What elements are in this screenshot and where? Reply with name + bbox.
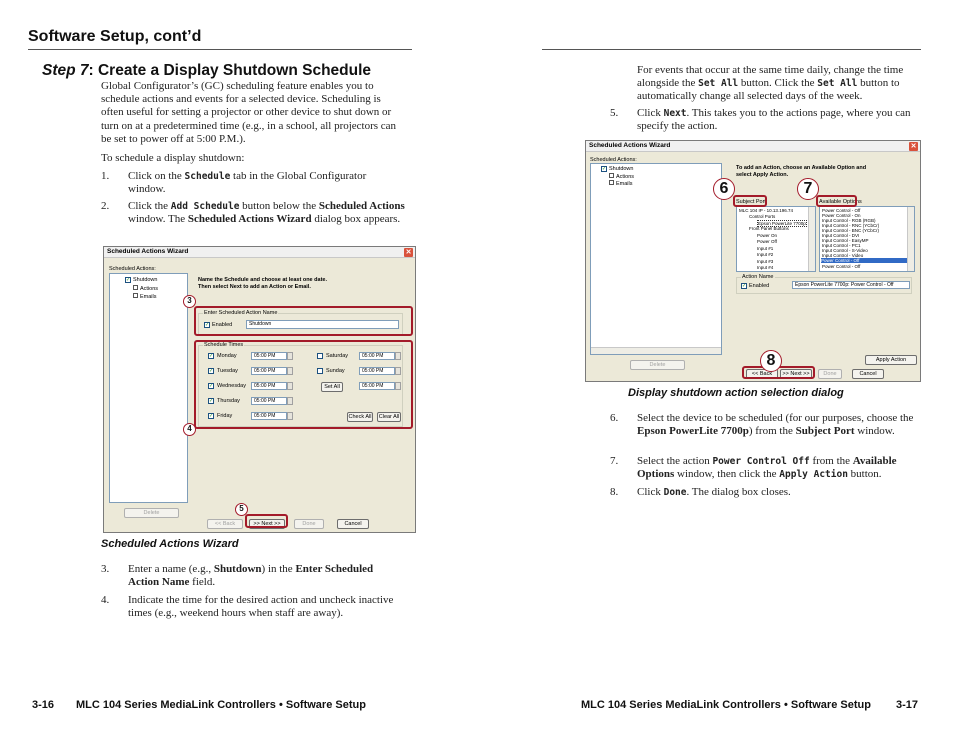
- port-input-3[interactable]: Input #3: [757, 259, 774, 264]
- option-power-off-bottom[interactable]: Power Control - Off: [822, 264, 861, 269]
- available-options-label: Available Options: [819, 199, 862, 205]
- enabled-checkbox[interactable]: ✓: [205, 322, 210, 328]
- port-input-1[interactable]: Input #1: [757, 246, 774, 251]
- section-header: Software Setup, cont’d: [28, 28, 202, 45]
- right-intro-paragraph: For events that occur at the same time daily, change the time alongside the Set All button. Click the Set All button to automatically change all selected days of the week.: [637, 64, 904, 103]
- apply-action-button[interactable]: Apply Action: [865, 355, 917, 365]
- callout-box-5: [245, 514, 288, 528]
- instruction2-line-2: select Apply Action.: [736, 172, 789, 178]
- wednesday-checkbox[interactable]: ✓: [209, 383, 214, 389]
- thursday-label: Thursday: [217, 398, 240, 404]
- sunday-label: Sunday: [326, 368, 345, 374]
- next-button-2[interactable]: >> Next >>: [780, 369, 812, 379]
- port-power-on[interactable]: Power On: [757, 233, 778, 238]
- option-input-bnc[interactable]: Input Control - BNC (YCbCr): [822, 228, 880, 233]
- header-rule-right: [542, 49, 921, 50]
- saturday-label: Saturday: [326, 353, 349, 359]
- scheduled-actions-tree[interactable]: [109, 273, 188, 503]
- enabled-label-2: Enabled: [749, 283, 770, 289]
- callout-box-7: [816, 195, 857, 207]
- monday-checkbox[interactable]: ✓: [209, 353, 214, 359]
- clear-all-button[interactable]: Clear All: [378, 414, 400, 420]
- tree-item-shutdown[interactable]: Shutdown: [133, 277, 158, 283]
- cancel-button[interactable]: Cancel: [337, 519, 369, 529]
- tree2-item-shutdown[interactable]: Shutdown: [609, 166, 634, 172]
- options-scrollbar[interactable]: [907, 207, 914, 271]
- footer-page-left: 3-16: [32, 699, 55, 711]
- delete-button[interactable]: Delete: [124, 508, 179, 518]
- port-power-off[interactable]: Power Off: [757, 239, 777, 244]
- option-input-video[interactable]: Input Control - Video: [822, 253, 864, 258]
- monday-label: Monday: [217, 353, 237, 359]
- friday-checkbox[interactable]: ✓: [209, 413, 214, 419]
- header-rule-left: [28, 49, 412, 50]
- scheduled-actions-label: Scheduled Actions:: [109, 266, 156, 272]
- thursday-time-input[interactable]: 05:00 PM: [251, 397, 287, 405]
- port-scrollbar[interactable]: [808, 207, 815, 271]
- instruction2-line-1: To add an Action, choose an Available Option and: [736, 165, 867, 171]
- action-name-group: Enter Scheduled Action Name ✓ Enabled Shutdown: [198, 313, 403, 335]
- tree-item-emails[interactable]: Emails: [133, 293, 157, 300]
- enabled-label: Enabled: [212, 322, 233, 328]
- callout-5: 5: [235, 503, 248, 516]
- tuesday-label: Tuesday: [217, 368, 238, 374]
- callout-8: 8: [760, 350, 782, 372]
- figure-caption-left: Scheduled Actions Wizard: [101, 538, 239, 550]
- intro-lead: To schedule a display shutdown:: [101, 152, 245, 164]
- footer-text-left: MLC 104 Series MediaLink Controllers • Software Setup: [76, 699, 366, 711]
- scheduled-actions-tree-2[interactable]: [590, 163, 722, 355]
- callout-box-6: [733, 195, 767, 207]
- option-power-off-top[interactable]: Power Control - Off: [822, 208, 861, 213]
- cancel-button-2[interactable]: Cancel: [852, 369, 884, 379]
- action-name-input-2[interactable]: Epson PowerLite 7700p: Power Control - Off: [792, 281, 910, 289]
- action-selection-dialog-window: [585, 140, 921, 382]
- done-button[interactable]: Done: [294, 519, 324, 529]
- tree2-item-actions[interactable]: Actions: [609, 173, 634, 180]
- footer-page-right: 3-17: [896, 699, 919, 711]
- port-epson-powerlite[interactable]: Epson PowerLite 7700p: [758, 221, 806, 226]
- intro-paragraph: Global Configurator’s (GC) scheduling feature enables you to schedule actions and events for a selected device. Scheduling is often useful for setting a projector or other device to shut down or turn on at a predetermined time (e.g., in a school, all projectors can be set to power off at 5:00 P.M.).: [101, 80, 397, 145]
- callout-7: 7: [797, 178, 819, 200]
- action-name-input[interactable]: Shutdown: [246, 320, 399, 329]
- option-power-on[interactable]: Power Control - On: [822, 213, 861, 218]
- close-icon[interactable]: ✕: [910, 143, 917, 150]
- option-input-svideo[interactable]: Input Control - S-Video: [822, 248, 868, 253]
- delete-button-2[interactable]: Delete: [630, 360, 685, 370]
- option-input-dvi[interactable]: Input Control - DVI: [822, 233, 860, 238]
- wizard2-titlebar: Scheduled Actions Wizard ✕: [586, 141, 920, 152]
- check-all-button[interactable]: Check All: [348, 414, 372, 420]
- thursday-checkbox[interactable]: ✓: [209, 398, 214, 404]
- option-input-pc1[interactable]: Input Control - PC1: [822, 243, 861, 248]
- schedule-times-group: Schedule Times ✓ Monday 05:00 PM ✓ Tuesday 05:00 PM ✓ Wednesday 05:00 PM ✓ Thursday 05:00 PM ✓ Friday 05:00 PM Saturday 05:00 PM Sunday 05:00 PM Set All 05:00 PM Check All Clear All: [198, 345, 403, 427]
- option-input-rgb[interactable]: Input Control - RGB (RGB): [822, 218, 876, 223]
- wednesday-label: Wednesday: [217, 383, 246, 389]
- set-all-button[interactable]: Set All: [321, 382, 343, 392]
- friday-label: Friday: [217, 413, 233, 419]
- callout-4: 4: [183, 423, 196, 436]
- action-name-group-2: Action Name ✓ Enabled Epson PowerLite 7700p: Power Control - Off: [736, 277, 912, 294]
- friday-time-input[interactable]: 05:00 PM: [251, 412, 287, 420]
- port-control-ports[interactable]: Control Ports: [749, 214, 776, 219]
- tree-checkbox-2[interactable]: ✓: [602, 166, 607, 172]
- wednesday-time-input[interactable]: 05:00 PM: [251, 382, 287, 390]
- tree-checkbox[interactable]: ✓: [126, 277, 131, 283]
- available-options-list[interactable]: [819, 206, 915, 272]
- port-mlc104[interactable]: MLC 104 IP - 10.13.196.74: [739, 208, 793, 213]
- next-button[interactable]: >> Next >>: [249, 519, 285, 529]
- wizard-titlebar: Scheduled Actions Wizard ✕: [104, 247, 415, 258]
- horizontal-scrollbar[interactable]: [591, 347, 721, 354]
- back-button-2[interactable]: << Back: [746, 369, 778, 379]
- tree2-item-emails[interactable]: Emails: [609, 180, 633, 187]
- scheduled-actions-label-2: Scheduled Actions:: [590, 157, 637, 163]
- tree-item-actions[interactable]: Actions: [133, 285, 158, 292]
- option-power-off-selected[interactable]: Power Control - Off: [821, 258, 907, 263]
- footer-text-right: MLC 104 Series MediaLink Controllers • Software Setup: [581, 699, 871, 711]
- option-input-rnc[interactable]: Input Control - RNC (YCbCr): [822, 223, 880, 228]
- instruction-line-1: Name the Schedule and choose at least one date.: [198, 277, 327, 283]
- port-input-2[interactable]: Input #2: [757, 252, 774, 257]
- callout-3: 3: [183, 295, 196, 308]
- instruction-line-2: Then select Next to add an Action or Email.: [198, 284, 311, 290]
- option-input-easymp[interactable]: Input Control - EasyMP: [822, 238, 869, 243]
- saturday-time-input[interactable]: 05:00 PM: [359, 352, 395, 360]
- figure-caption-right: Display shutdown action selection dialog: [628, 387, 844, 399]
- close-icon[interactable]: ✕: [405, 249, 412, 256]
- tuesday-checkbox[interactable]: ✓: [209, 368, 214, 374]
- callout-box-4: [194, 340, 413, 429]
- tuesday-time-input[interactable]: 05:00 PM: [251, 367, 287, 375]
- set-all-time-input[interactable]: 05:00 PM: [359, 382, 395, 390]
- port-front-panel[interactable]: Front Panel Buttons: [749, 226, 789, 231]
- step-title: Step 7: Create a Display Shutdown Schedule: [42, 62, 372, 79]
- callout-box-3: [194, 306, 413, 336]
- enabled-checkbox-2[interactable]: ✓: [742, 283, 747, 289]
- monday-time-input[interactable]: 05:00 PM: [251, 352, 287, 360]
- done-button-2[interactable]: Done: [818, 369, 842, 379]
- back-button[interactable]: << Back: [207, 519, 243, 529]
- callout-6: 6: [713, 178, 735, 200]
- sunday-time-input[interactable]: 05:00 PM: [359, 367, 395, 375]
- subject-port-label: Subject Port: [736, 199, 766, 205]
- port-input-4[interactable]: Input #4: [757, 265, 774, 270]
- subject-port-tree[interactable]: [736, 206, 816, 272]
